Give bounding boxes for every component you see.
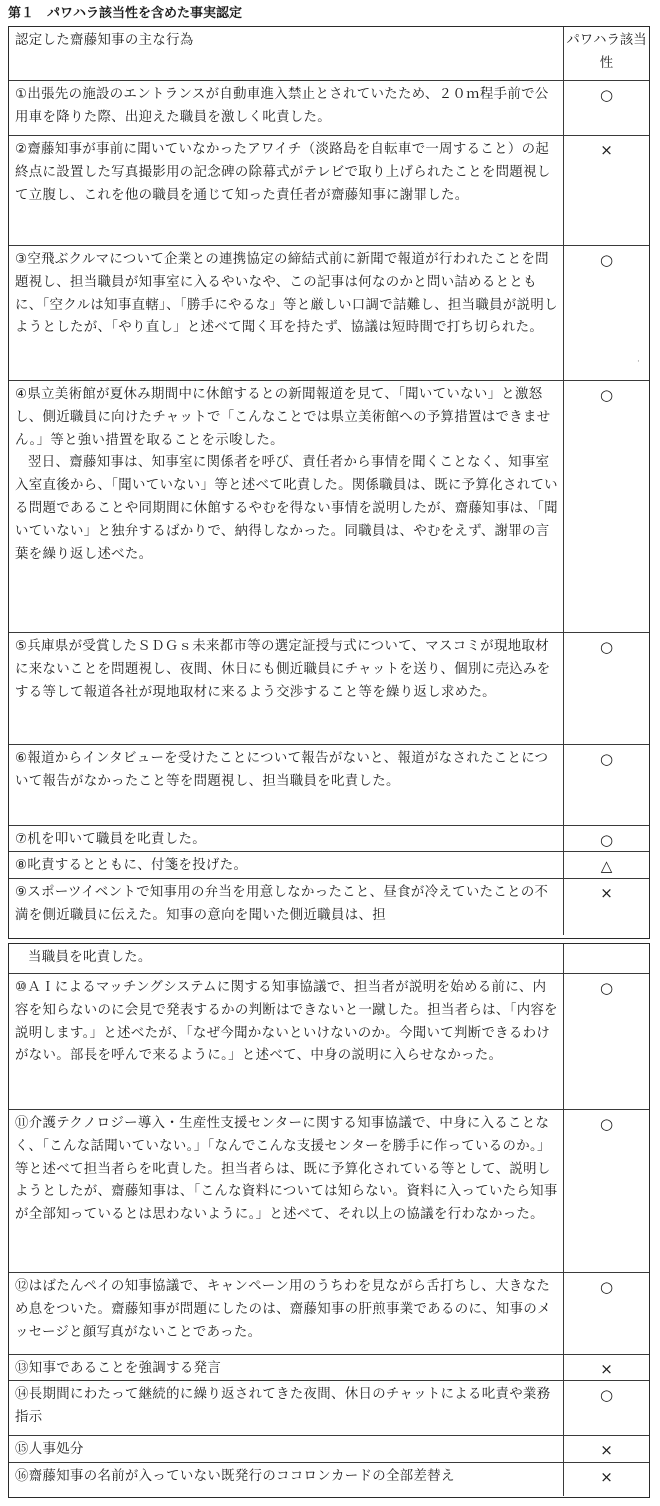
judgement-mark: △ [600,857,613,875]
judgement-mark: ○ [599,638,614,656]
action-text: 齋藤知事の名前が入っていない既発行のココロンカードの全部差替え [28,1469,455,1484]
action-text: 人事処分 [28,1442,84,1457]
section-title: 第１ パワハラ該当性を含めた事実認定 [8,6,243,21]
action-text: 報道からインタビューを受けたことについて報告がないと、報道がなされたことについて報告がなかったこと等を問題視し、担当職員を叱責した。 [15,751,549,789]
table-row [9,973,649,1109]
action-text: 出張先の施設のエントランスが自動車進入禁止とされていたため、２０ｍ程手前で公用車を降りた際、出迎えた職員を激しく叱責した。 [15,87,549,125]
judgement-mark: ○ [599,86,614,104]
row-number: ⑩ [15,980,28,995]
judgement-mark [564,944,649,973]
row-number: ④ [15,387,28,402]
row-number: ③ [15,252,28,267]
action-cell [9,136,564,245]
action-cell [9,1381,564,1435]
table-header-row [9,27,649,80]
action-text: 介護テクノロジー導入・生産性支援センターに関する知事協議で、中身に入ることなく、「こんな話聞いていない。」「なんでこんな支援センターを勝手に作っているのか。」等と述べて担当者らを叱責した。担当者らは、既に予算化されている等として、説明しようとしたが、齋藤知事は、「こんな資料については知らない。資料に入っていたら知事が全部知っているとは思わないように。」と述べて、それ以上の協議を行わなかった。 [15,1116,558,1223]
table-row [9,245,649,380]
action-cell [9,944,564,973]
action-text: 叱責するとともに、付箋を投げた。 [27,858,248,873]
table-row [9,1109,649,1272]
action-cell [9,1110,564,1272]
action-text: スポーツイベントで知事用の弁当を用意しなかったこと、昼食が冷えていたことの不満を側近職員に伝えた。知事の意向を聞いた側近職員は、担 [15,885,549,923]
table-row [9,744,649,825]
action-cell [9,1463,564,1496]
judgement-mark: × [600,1468,613,1486]
row-number: ⑦ [15,832,28,847]
fact-table-part-2 [8,943,650,1498]
judgement-column-header: パワハラ該当性 [566,33,647,71]
action-cell [9,381,564,632]
table-row [9,1354,649,1380]
action-cell [9,974,564,1109]
action-text-continued: 翌日、齋藤知事は、知事室に関係者を呼び、責任者から事情を聞くことなく、知事室入室直後から、「聞いていない」等と述べて叱責した。関係職員は、既に予算化されている問題であることや同期間に休館するやむを得ない事情を説明したが、齋藤知事は、「聞いていない」と独弁するばかりで、納得しなかった。同職員は、やむをえず、謝罪の言葉を繰り返し述べた。 [15,455,558,562]
action-cell [9,745,564,825]
action-cell [9,1436,564,1462]
judgement-mark: ○ [599,386,614,404]
judgement-mark: ○ [599,1115,614,1133]
action-text: 長期間にわたって継続的に繰り返されてきた夜間、休日のチャットによる叱責や業務指示 [15,1387,551,1425]
row-number: ⑬ [15,1361,29,1376]
judgement-mark: × [600,1360,613,1378]
table-row [9,135,649,245]
table-row [9,1272,649,1354]
row-number: ⑤ [15,639,28,654]
judgement-mark: ○ [599,831,614,849]
fact-table-part-1 [8,26,650,939]
table-row [9,632,649,744]
table-row [9,80,649,135]
table-row [9,825,649,851]
action-cell [9,633,564,744]
judgement-mark: × [600,1441,613,1459]
scan-speck: · [637,357,640,367]
row-number: ⑯ [15,1469,29,1484]
table-row-continued [9,944,649,973]
row-number: ⑧ [15,858,28,873]
action-text: 机を叩いて職員を叱責した。 [27,832,206,847]
action-text: 知事であることを強調する発言 [28,1361,222,1376]
action-text: 空飛ぶクルマについて企業との連携協定の締結式前に新聞で報道が行われたことを問題視し、担当職員が知事室に入るやいなや、この記事は何なのかと問い詰めるとともに、「空クルは知事直轄」、「勝手にやるな」等と厳しい口調で詰難し、担当職員が説明しようとしたが、「やり直し」と述べて聞く耳を持たず、協議は短時間で打ち切られた。 [15,252,558,336]
action-cell [9,1273,564,1354]
judgement-mark: × [600,884,613,902]
judgement-mark: × [600,141,613,159]
action-cell [9,246,564,380]
table-row [9,1380,649,1435]
row-number: ⑥ [15,751,28,766]
row-number: ⑭ [15,1387,29,1402]
action-cell [9,1355,564,1380]
judgement-mark: ○ [599,1278,614,1296]
action-text: ＡＩによるマッチングシステムに関する知事協議で、担当者が説明を始める前に、内容を知らないのに会見で発表するかの判断はできないと一蹴した。担当者らは、「内容を説明します。」と述べたが、「なぜ今聞かないといけないのか。今聞いて判断できるわけがない。部長を呼んで来るように。」と述べて、中身の説明に入らせなかった。 [15,980,558,1064]
judgement-mark: ○ [599,1386,614,1404]
action-text: 齋藤知事が事前に聞いていなかったアワイチ（淡路島を自転車で一周すること）の起終点に設置した写真撮影用の記念碑の除幕式がテレビで取り上げられたことを問題視して立腹し、これを他の職員を通じて知った責任者が齋藤知事に謝罪した。 [15,142,551,203]
row-number: ① [15,87,28,102]
table-row [9,878,649,935]
action-text: 当職員を叱責した。 [28,950,152,965]
row-number: ⑮ [15,1442,29,1457]
action-text: 県立美術館が夏休み期間中に休館するとの新聞報道を見て、「聞いていない」と激怒し、側近職員に向けたチャットで「こんなことでは県立美術館への予算措置はできません。」等と強い措置を取ることを示唆した。 [15,387,551,448]
action-text: 兵庫県が受賞したＳＤＧｓ未来都市等の選定証授与式について、マスコミが現地取材に来ないことを問題視し、夜間、休日にも側近職員にチャットを送り、個別に売込みをする等して報道各社が現地取材に来るよう交渉すること等を繰り返し求めた。 [15,639,551,700]
judgement-mark: ○ [599,979,614,997]
table-row [9,1462,649,1496]
table-row [9,851,649,878]
table-row [9,380,649,632]
judgement-mark: ○ [599,251,614,269]
row-number: ② [15,142,28,157]
action-text: はばたんペイの知事協議で、キャンペーン用のうちわを見ながら舌打ちし、大きなため息をついた。齋藤知事が問題にしたのは、齋藤知事の肝煎事業であるのに、知事のメッセージと顔写真がないことであった。 [15,1279,551,1340]
judgement-mark: ○ [599,750,614,768]
row-number: ⑫ [15,1279,29,1294]
action-cell [9,81,564,135]
table-row [9,1435,649,1462]
action-cell [9,879,564,935]
action-column-header: 認定した齋藤知事の主な行為 [9,27,564,80]
action-cell [9,852,564,878]
row-number: ⑨ [15,885,28,900]
action-cell [9,826,564,851]
row-number: ⑪ [15,1116,29,1131]
